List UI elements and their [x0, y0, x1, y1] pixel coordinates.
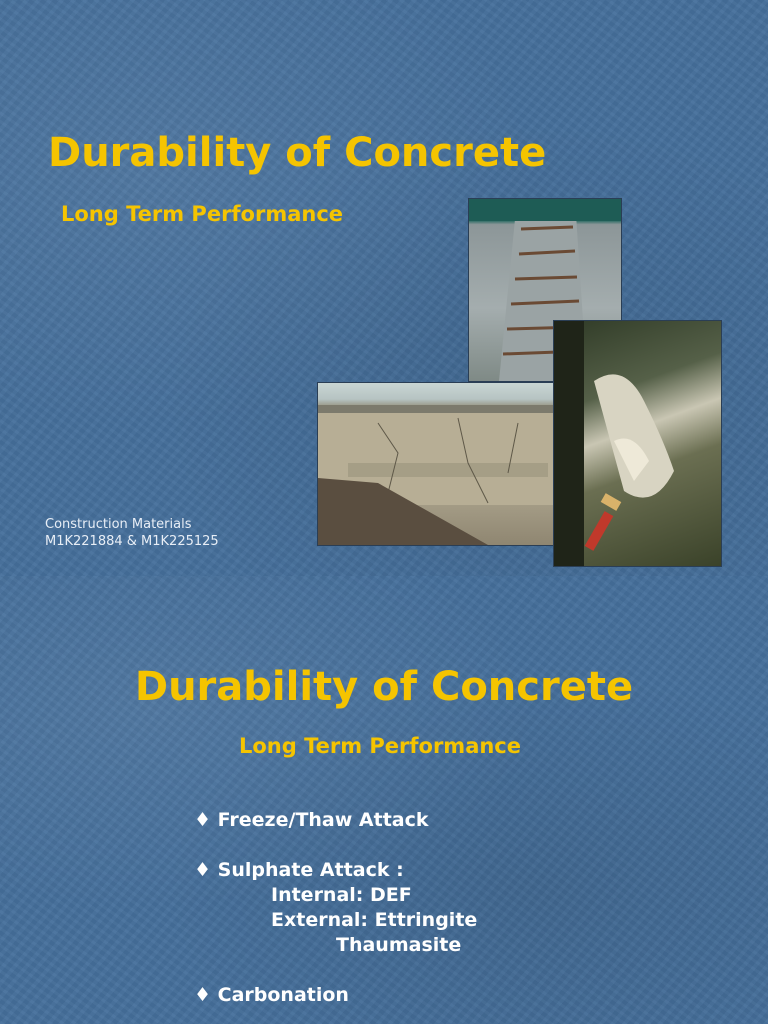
photo-deteriorated-concrete: [553, 320, 722, 567]
bullet-list: [194, 808, 477, 1008]
slide-subtitle: Long Term Performance: [61, 202, 344, 226]
bullet-sulphate: ♦ Sulphate Attack :: [194, 859, 404, 881]
slide-title: Durability of Concrete: [48, 130, 547, 176]
slide-2: [0, 576, 768, 1024]
photo-cracked-wall: [317, 382, 565, 546]
sub-item-internal: Internal: DEF: [271, 884, 412, 906]
sub-item-thaumasite: Thaumasite: [336, 934, 462, 956]
sub-item-external: External: Ettringite: [271, 909, 478, 931]
bullet-carbonation: ♦ Carbonation: [194, 984, 349, 1006]
slide-subtitle: Long Term Performance: [238, 734, 522, 758]
footer-codes: M1K221884 & M1K225125: [45, 534, 219, 549]
footer-course: Construction Materials: [45, 517, 192, 532]
footer-text: [45, 516, 219, 550]
bullet-freeze-thaw: ♦ Freeze/Thaw Attack: [194, 809, 429, 831]
slide-title: Durability of Concrete: [134, 664, 634, 710]
